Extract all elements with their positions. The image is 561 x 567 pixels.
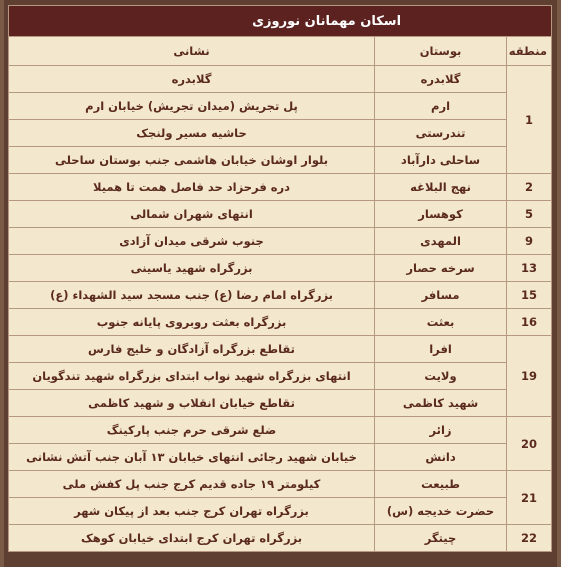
park-cell: ارم bbox=[375, 93, 507, 120]
header-address: نشانی bbox=[9, 37, 375, 66]
park-cell: چیتگر bbox=[375, 525, 507, 552]
address-cell: بزرگراه تهران کرج جنب بعد از پیکان شهر bbox=[9, 498, 375, 525]
shelter-table bbox=[8, 5, 552, 552]
region-cell: 15 bbox=[507, 282, 552, 309]
park-cell: ولایت bbox=[375, 363, 507, 390]
park-cell: حضرت خدیجه (س) bbox=[375, 498, 507, 525]
region-cell: 20 bbox=[507, 417, 552, 471]
park-cell: سرخه حصار bbox=[375, 255, 507, 282]
table-body bbox=[9, 66, 552, 552]
header-region: منطقه bbox=[507, 37, 552, 66]
address-cell: تقاطع خیابان انقلاب و شهید کاظمی bbox=[9, 390, 375, 417]
address-cell: خیابان شهید رجائی انتهای خیابان ۱۳ آبان جنب آتش نشانی bbox=[9, 444, 375, 471]
address-cell: بزرگراه تهران کرج ابتدای خیابان کوهک bbox=[9, 525, 375, 552]
region-cell: 21 bbox=[507, 471, 552, 525]
park-cell: نهج البلاغه bbox=[375, 174, 507, 201]
table-row bbox=[9, 363, 552, 390]
address-cell: گلابدره bbox=[9, 66, 375, 93]
park-cell: کوهسار bbox=[375, 201, 507, 228]
table-row bbox=[9, 525, 552, 552]
park-cell: شهید کاظمی bbox=[375, 390, 507, 417]
table-row bbox=[9, 147, 552, 174]
address-cell: بلوار اوشان خیابان هاشمی جنب بوستان ساحلی bbox=[9, 147, 375, 174]
table-row bbox=[9, 201, 552, 228]
table-title: اسکان مهمانان نوروزی bbox=[9, 6, 552, 37]
table-row bbox=[9, 120, 552, 147]
address-cell: انتهای بزرگراه شهید نواب ابتدای بزرگراه شهید تندگویان bbox=[9, 363, 375, 390]
park-cell: تندرستی bbox=[375, 120, 507, 147]
park-cell: بعثت bbox=[375, 309, 507, 336]
table-row bbox=[9, 255, 552, 282]
table-row bbox=[9, 390, 552, 417]
address-cell: انتهای شهران شمالی bbox=[9, 201, 375, 228]
park-cell: المهدی bbox=[375, 228, 507, 255]
table-row bbox=[9, 444, 552, 471]
park-cell: افرا bbox=[375, 336, 507, 363]
address-cell: ضلع شرقی حرم جنب پارکینگ bbox=[9, 417, 375, 444]
table-row bbox=[9, 228, 552, 255]
address-cell: تقاطع بزرگراه آزادگان و خلیج فارس bbox=[9, 336, 375, 363]
table-row bbox=[9, 498, 552, 525]
park-cell: دانش bbox=[375, 444, 507, 471]
region-cell: 2 bbox=[507, 174, 552, 201]
park-cell: مسافر bbox=[375, 282, 507, 309]
header-park: بوستان bbox=[375, 37, 507, 66]
region-cell: 22 bbox=[507, 525, 552, 552]
table-row bbox=[9, 282, 552, 309]
address-cell: بزرگراه بعثت روبروی پایانه جنوب bbox=[9, 309, 375, 336]
address-cell: پل تجریش (میدان تجریش) خیابان ارم bbox=[9, 93, 375, 120]
address-cell: دره فرحزاد حد فاصل همت تا همیلا bbox=[9, 174, 375, 201]
address-cell: حاشیه مسیر ولنجک bbox=[9, 120, 375, 147]
park-cell: ساحلی دارآباد bbox=[375, 147, 507, 174]
table-row bbox=[9, 93, 552, 120]
region-cell: 19 bbox=[507, 336, 552, 417]
address-cell: جنوب شرقی میدان آزادی bbox=[9, 228, 375, 255]
park-cell: زائر bbox=[375, 417, 507, 444]
region-cell: 5 bbox=[507, 201, 552, 228]
table-row bbox=[9, 309, 552, 336]
region-cell: 1 bbox=[507, 66, 552, 174]
address-cell: بزرگراه شهید یاسینی bbox=[9, 255, 375, 282]
region-cell: 16 bbox=[507, 309, 552, 336]
table-row bbox=[9, 66, 552, 93]
table-row bbox=[9, 417, 552, 444]
table-row bbox=[9, 174, 552, 201]
region-cell: 13 bbox=[507, 255, 552, 282]
table-row bbox=[9, 471, 552, 498]
address-cell: بزرگراه امام رضا (ع) جنب مسجد سید الشهداء (ع) bbox=[9, 282, 375, 309]
region-cell: 9 bbox=[507, 228, 552, 255]
park-cell: طبیعت bbox=[375, 471, 507, 498]
park-cell: گلابدره bbox=[375, 66, 507, 93]
address-cell: کیلومتر ۱۹ جاده قدیم کرج جنب پل کفش ملی bbox=[9, 471, 375, 498]
table-row bbox=[9, 336, 552, 363]
